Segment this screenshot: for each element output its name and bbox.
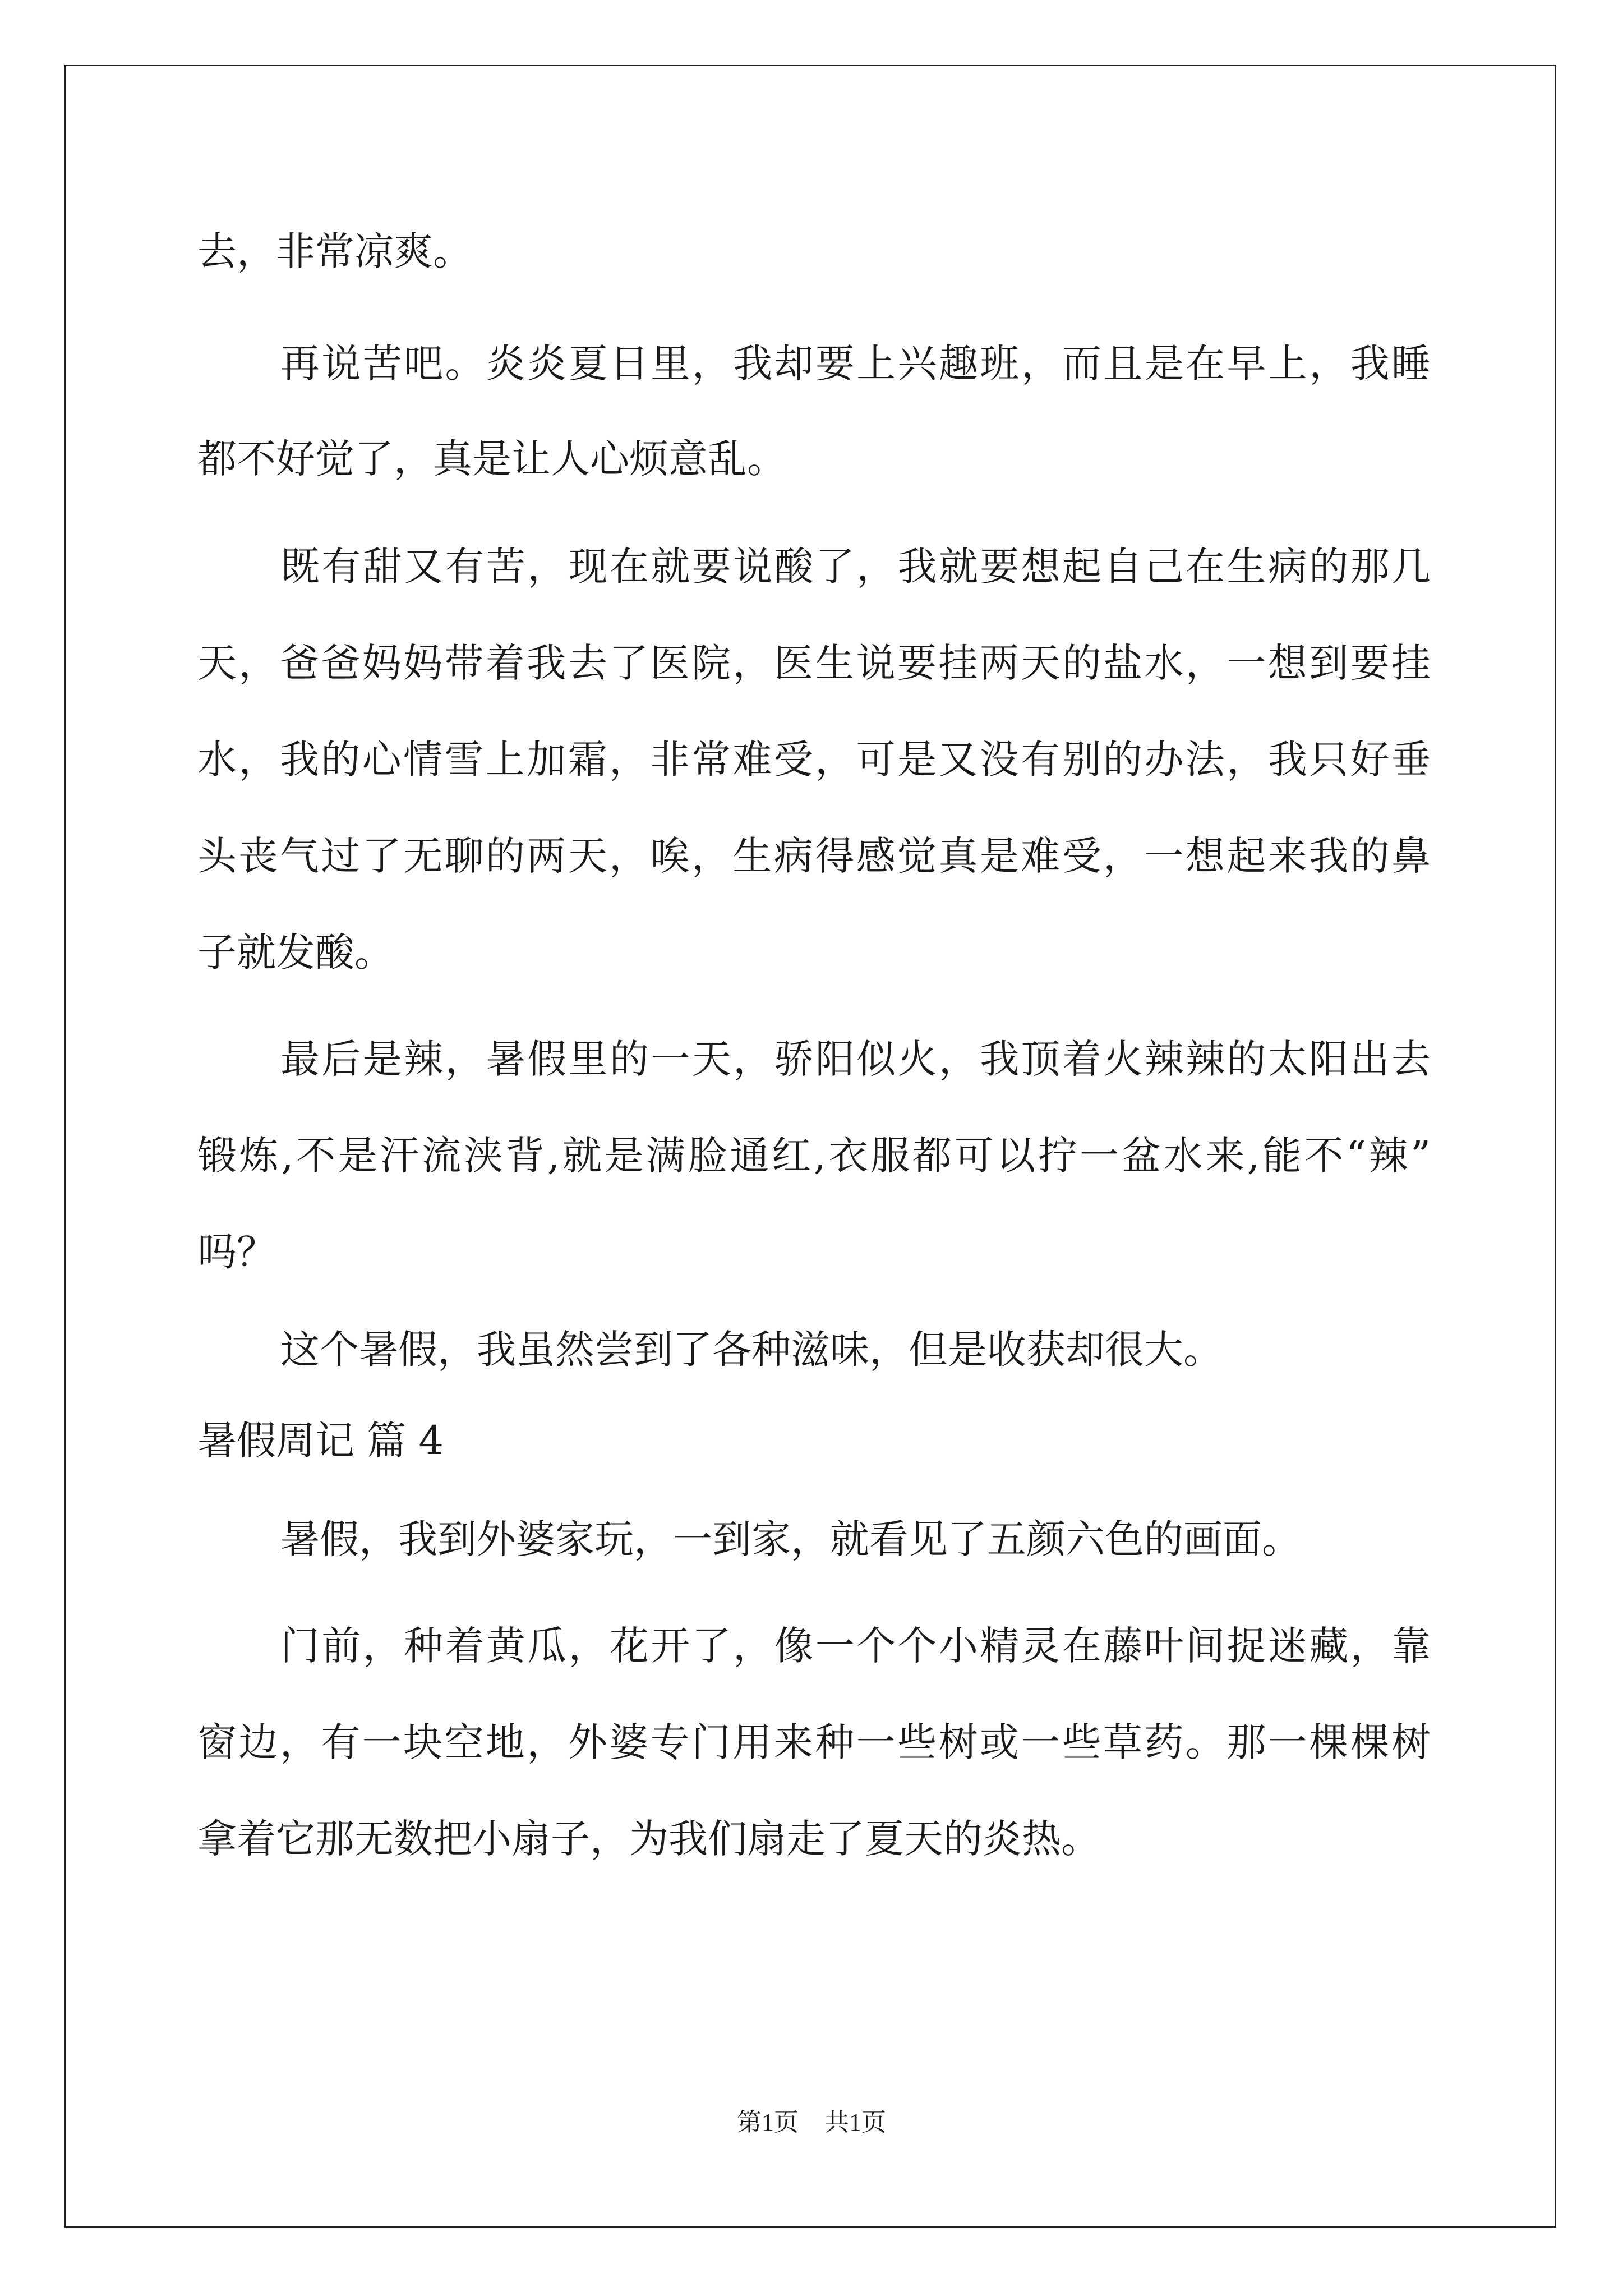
paragraph-first-line: 最后是辣，暑假里的一天，骄阳似火，我顶着火辣辣的太阳出去 [280,1036,1431,1082]
text-line: 水，我的心情雪上加霜，非常难受，可是又没有别的办法，我只好垂 [197,737,1431,783]
text-line: 去，非常凉爽。 [197,228,472,274]
paragraph-first-line: 暑假，我到外婆家玩，一到家，就看见了五颜六色的画面。 [280,1516,1301,1562]
text-line: 头丧气过了无聊的两天，唉，生病得感觉真是难受，一想起来我的鼻 [197,833,1431,879]
paragraph-first-line: 再说苦吧。炎炎夏日里，我却要上兴趣班，而且是在早上，我睡 [280,341,1431,386]
text-line: 吗？ [197,1229,276,1275]
page-total: 共1页 [824,2109,886,2136]
text-line: 都不好觉了，真是让人心烦意乱。 [197,436,786,482]
paragraph-first-line: 这个暑假，我虽然尝到了各种滋味，但是收获却很大。 [280,1327,1223,1373]
text-line: 拿着它那无数把小扇子，为我们扇走了夏天的炎热。 [197,1816,1100,1862]
page-number: 第1页 [737,2109,799,2136]
section-heading: 暑假周记 篇 4 [197,1418,444,1464]
text-line: 锻炼,不是汗流浃背,就是满脸通红,衣服都可以拧一盆水来,能不“辣” [197,1133,1431,1179]
text-line: 子就发酸。 [197,930,394,976]
paragraph-first-line: 门前，种着黄瓜，花开了，像一个个小精灵在藤叶间捉迷藏，靠 [280,1623,1431,1669]
page-footer [0,2106,1623,2139]
text-line: 天，爸爸妈妈带着我去了医院，医生说要挂两天的盐水，一想到要挂 [197,640,1431,686]
text-line: 窗边，有一块空地，外婆专门用来种一些树或一些草药。那一棵棵树 [197,1719,1431,1765]
paragraph-first-line: 既有甜又有苦，现在就要说酸了，我就要想起自己在生病的那几 [280,544,1431,590]
